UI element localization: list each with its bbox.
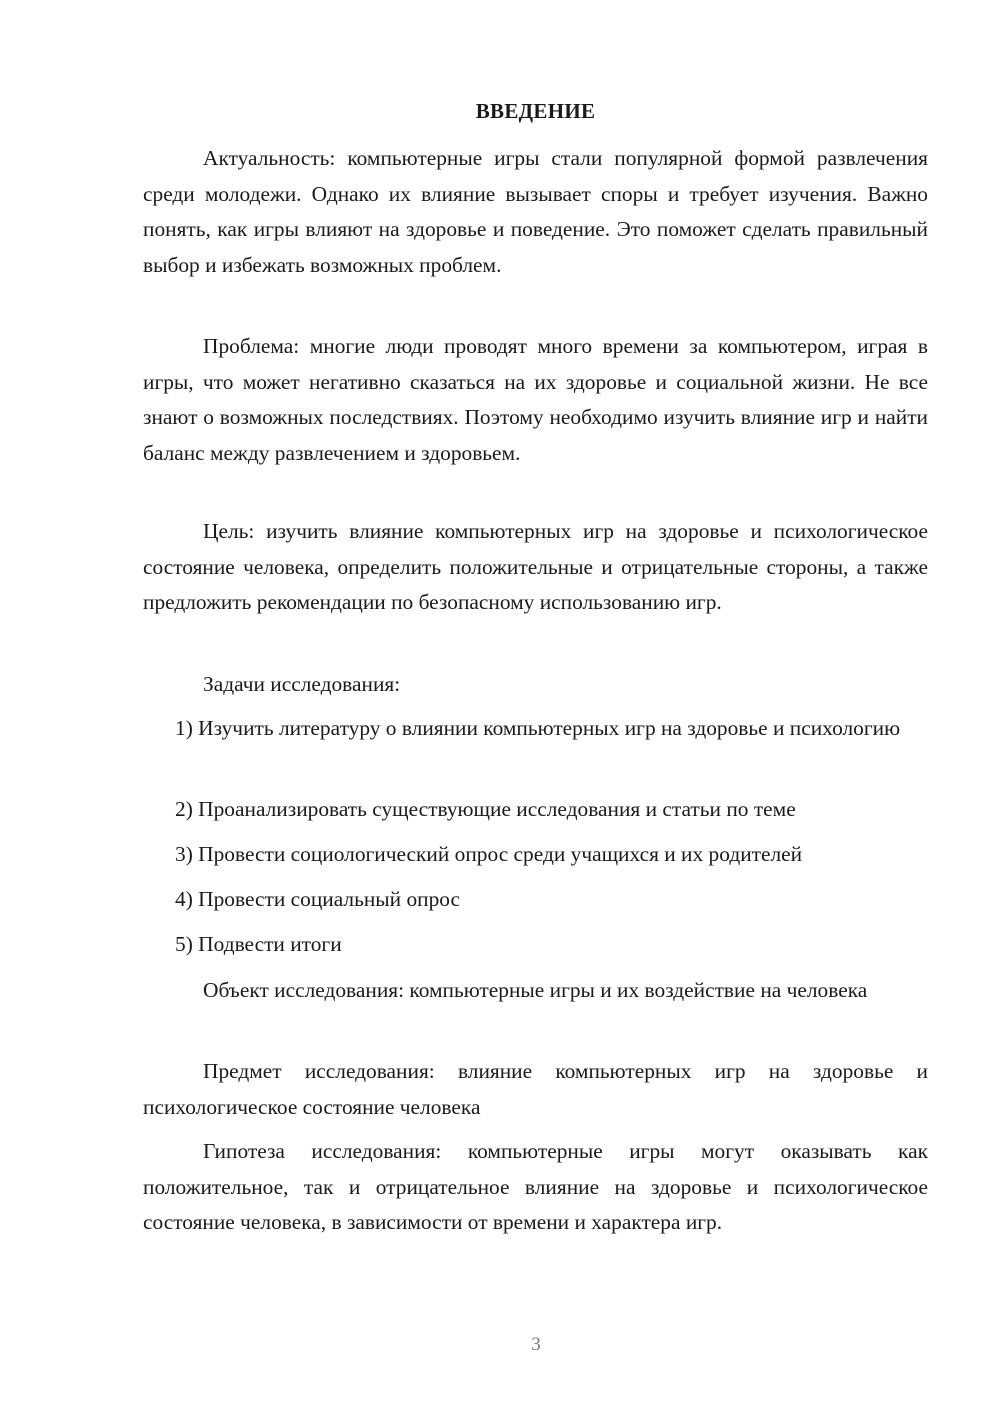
paragraph-goal: Цель: изучить влияние компьютерных игр на здоровье и психологическое состояние человека, определить положительные и отрицательные стороны, а также предложить рекомендации по безопасному использованию игр.: [143, 519, 928, 614]
task-item: 1) Изучить литературу о влиянии компьютерных игр на здоровье и психологию: [175, 716, 901, 740]
paragraph-relevance: Актуальность: компьютерные игры стали популярной формой развлечения среди молодежи. Однако их влияние вызывает споры и требует изучения. Важно понять, как игры влияют на здоровье и поведение. Это поможет сделать правильный выбор и избежать возможных проблем.: [143, 146, 928, 277]
task-item: 2) Проанализировать существующие исследования и статьи по теме: [175, 797, 796, 821]
task-item: 3) Провести социологический опрос среди учащихся и их родителей: [175, 842, 803, 866]
paragraph-subject: Предмет исследования: влияние компьютерных игр на здоровье и психологическое состояние человека: [143, 1059, 928, 1119]
page-number: 3: [531, 1334, 541, 1355]
task-item: 5) Подвести итоги: [175, 932, 342, 956]
paragraph-problem: Проблема: многие люди проводят много времени за компьютером, играя в игры, что может негативно сказаться на их здоровье и социальной жизни. Не все знают о возможных последствиях. Поэтому необходимо изучить влияние игр и найти баланс между развлечением и здоровьем.: [143, 334, 928, 465]
page-title: ВВЕДЕНИЕ: [475, 99, 596, 123]
paragraph-hypothesis: Гипотеза исследования: компьютерные игры могут оказывать как положительное, так и отрицательное влияние на здоровье и психологическое состояние человека, в зависимости от времени и характера игр.: [143, 1139, 928, 1234]
tasks-heading: Задачи исследования:: [203, 672, 401, 696]
task-item: 4) Провести социальный опрос: [175, 887, 461, 911]
paragraph-object: Объект исследования: компьютерные игры и их воздействие на человека: [203, 978, 868, 1002]
